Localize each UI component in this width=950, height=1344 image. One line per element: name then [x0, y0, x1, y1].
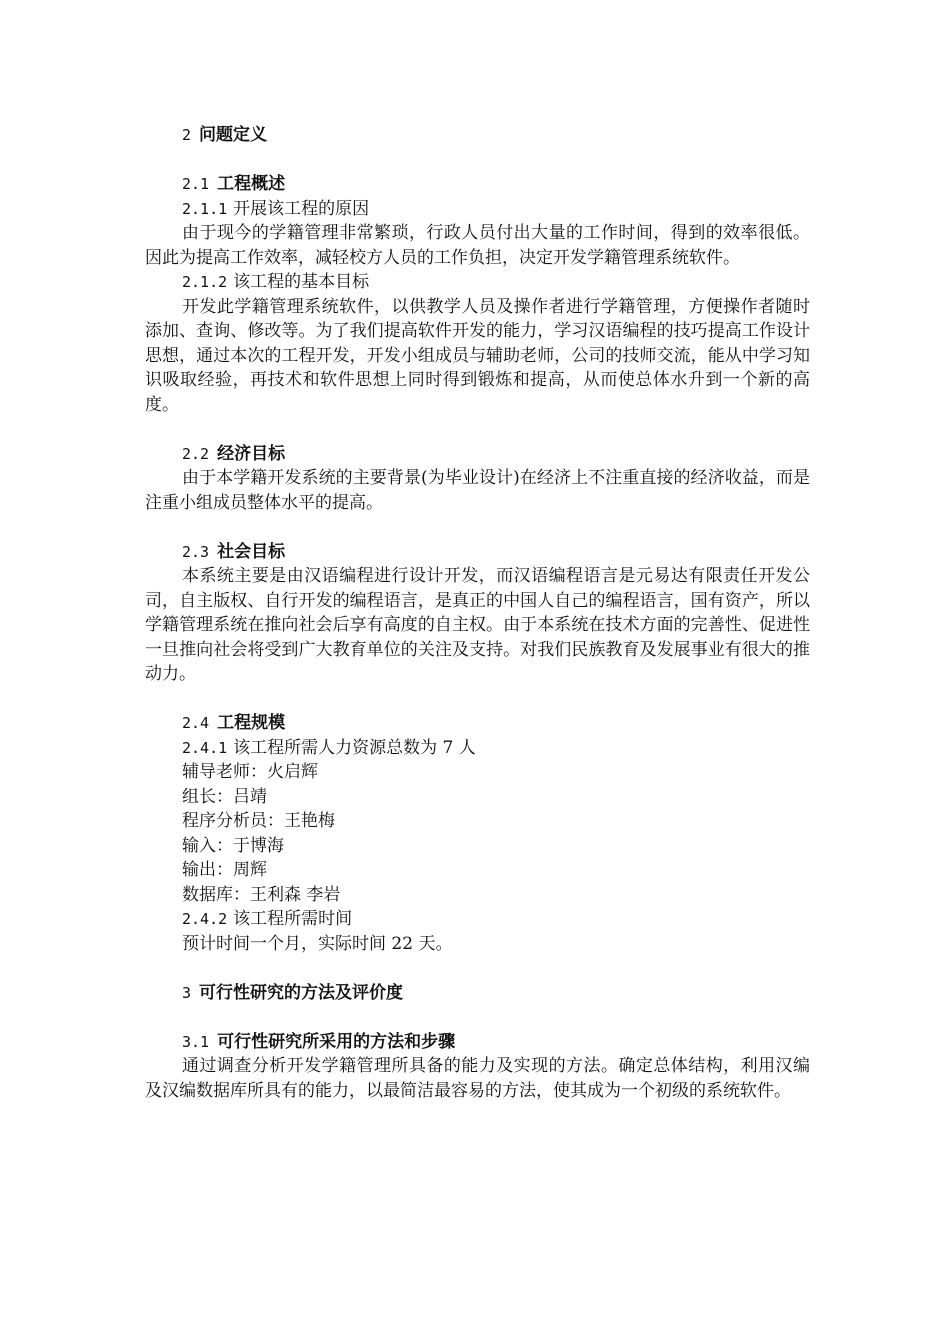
section-number: 3.1	[182, 1032, 210, 1051]
heading-section-2-1-2	[145, 270, 810, 295]
section-number: 2.2	[182, 444, 210, 463]
section-number: 2	[182, 126, 192, 144]
section-title: 工程规模	[217, 713, 286, 733]
section-title: 经济目标	[217, 443, 286, 464]
paragraph-2-4-2: 预计时间一个月，实际时间 22 天。	[182, 933, 453, 954]
paragraph-2-1-2: 开发此学籍管理系统软件，以供教学人员及操作者进行学籍管理，方便操作者随时添加、查询、修改等。为了我们提高软件开发的能力，学习汉语编程的技巧提高工作设计思想，通过本次的工程开发，开发小组成员与辅助老师，公司的技师交流，能从中学习知识吸取经验，再技术和软件思想上同时得到锻炼和提高，从而使总体水升到一个新的高度。	[145, 296, 810, 415]
document-page	[145, 123, 810, 1103]
section-title: 问题定义	[199, 125, 268, 145]
section-title: 可行性研究的方法及评价度	[199, 982, 404, 1003]
section-number: 3	[182, 983, 192, 1002]
staff-item: 组长：吕靖	[182, 786, 267, 807]
paragraph-3-1: 通过调查分析开发学籍管理所具备的能力及实现的方法。确定总体结构，利用汉编及汉编数据库所具有的能力，以最简洁最容易的方法，使其成为一个初级的系统软件。	[145, 1056, 810, 1101]
heading-section-2-1-1	[145, 197, 810, 222]
staff-item: 输入：于博海	[182, 835, 284, 856]
heading-section-2-4-2	[145, 907, 810, 932]
heading-section-2-1	[145, 172, 810, 197]
section-title: 该工程所需人力资源总数为 7 人	[233, 737, 476, 758]
section-title: 该工程所需时间	[233, 909, 353, 929]
staff-item: 数据库：王利森 李岩	[182, 884, 341, 905]
section-title: 可行性研究所采用的方法和步骤	[217, 1031, 456, 1052]
section-title: 开展该工程的原因	[233, 198, 370, 219]
section-number: 2.1	[182, 175, 210, 193]
section-number: 2.4	[182, 714, 210, 732]
heading-section-2-2	[145, 442, 810, 467]
paragraph-2-2: 由于本学籍开发系统的主要背景(为毕业设计)在经济上不注重直接的经济收益，而是注重小组成员整体水平的提高。	[145, 468, 810, 513]
section-number: 2.4.2	[182, 910, 228, 928]
section-title: 工程概述	[217, 174, 286, 194]
heading-section-2	[145, 123, 810, 148]
heading-section-3	[145, 981, 810, 1006]
heading-section-2-4-1	[145, 736, 810, 761]
section-title: 社会目标	[217, 541, 286, 562]
section-number: 2.1.2	[182, 273, 228, 291]
section-number: 2.4.1	[182, 738, 228, 757]
staff-item: 输出：周辉	[182, 860, 267, 880]
section-number: 2.1.1	[182, 199, 228, 218]
section-number: 2.3	[182, 542, 210, 561]
staff-item: 辅导老师：火启辉	[182, 762, 318, 782]
paragraph-2-3: 本系统主要是由汉语编程进行设计开发，而汉语编程语言是元易达有限责任开发公司，自主版权、自行开发的编程语言，是真正的中国人自己的编程语言，国有资产，所以学籍管理系统在推向社会后享有高度的自主权。由于本系统在技术方面的完善性、促进性一旦推向社会将受到广大教育单位的关注及支持。对我们民族教育及发展事业有很大的推动力。	[145, 566, 810, 684]
staff-item: 程序分析员：王艳梅	[182, 811, 335, 831]
heading-section-3-1	[145, 1030, 810, 1055]
heading-section-2-3	[145, 540, 810, 565]
paragraph-2-1-1: 由于现今的学籍管理非常繁琐，行政人员付出大量的工作时间，得到的效率很低。因此为提高工作效率，减轻校方人员的工作负担，决定开发学籍管理系统软件。	[145, 223, 810, 268]
section-title: 该工程的基本目标	[233, 272, 370, 292]
heading-section-2-4	[145, 711, 810, 736]
